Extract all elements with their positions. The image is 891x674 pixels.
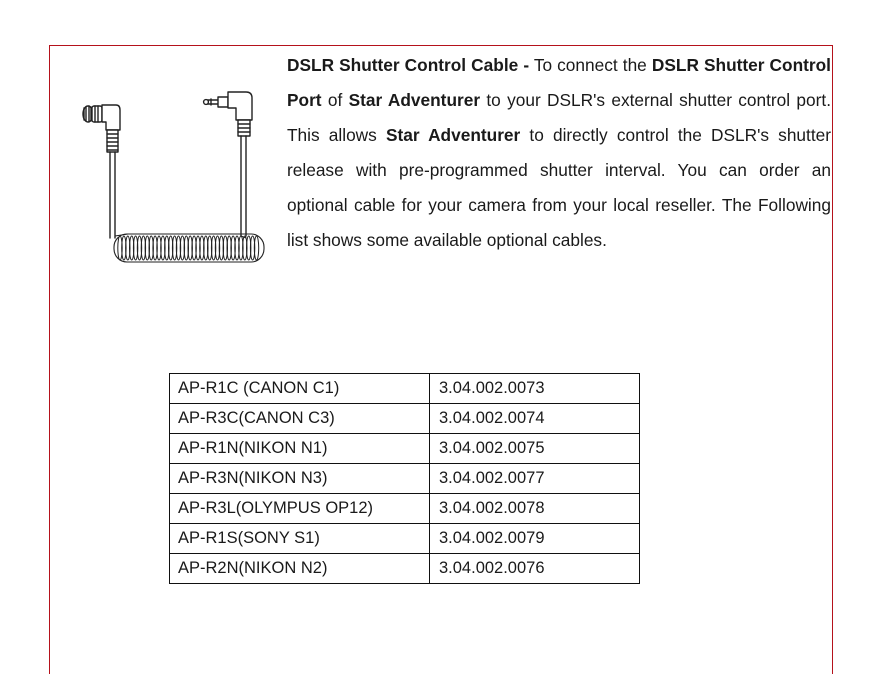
description-bold-product-2: Star Adventurer: [385, 125, 521, 145]
description-text-1: To connect the: [529, 55, 652, 75]
description-text-3: to your DSLR's external shutter control port. This allows: [287, 90, 832, 145]
table-row: [170, 494, 640, 524]
cable-model-cell: AP-R3C(CANON C3): [170, 404, 430, 434]
description-title: DSLR Shutter Control Cable -: [287, 55, 530, 75]
page-frame-top-border: [49, 45, 833, 46]
table-row: [170, 464, 640, 494]
cable-model-cell: AP-R3L(OLYMPUS OP12): [170, 494, 430, 524]
description-bold-port: DSLR Shutter Control Port: [287, 55, 831, 110]
cable-code-cell: 3.04.002.0079: [430, 524, 640, 554]
cable-code-cell: 3.04.002.0077: [430, 464, 640, 494]
cable-model-cell: AP-R3N(NIKON N3): [170, 464, 430, 494]
cable-code-cell: 3.04.002.0074: [430, 404, 640, 434]
cable-model-cell: AP-R1S(SONY S1): [170, 524, 430, 554]
cable-code-cell: 3.04.002.0078: [430, 494, 640, 524]
optional-cables-table: [169, 373, 640, 584]
table-row: [170, 524, 640, 554]
description-bold-product-1: Star Adventurer: [348, 90, 481, 110]
page-frame-left-border: [49, 45, 50, 674]
coiled-shutter-cable-icon: [70, 86, 270, 276]
table-row: [170, 374, 640, 404]
jack-plug-connector-icon: [204, 92, 252, 136]
table-row: [170, 554, 640, 584]
description-text-2: of: [321, 90, 349, 110]
cable-description: [287, 48, 831, 258]
cable-model-cell: AP-R1N(NIKON N1): [170, 434, 430, 464]
description-text-4: to directly control the DSLR's shutter release with pre-programmed shutter interval. You can order an optional cable for your camera from your local reseller. The Following list shows some available optional cables.: [287, 125, 832, 250]
cable-code-cell: 3.04.002.0073: [430, 374, 640, 404]
page-frame-right-border: [832, 45, 833, 674]
cable-code-cell: 3.04.002.0075: [430, 434, 640, 464]
table-row: [170, 404, 640, 434]
cable-code-cell: 3.04.002.0076: [430, 554, 640, 584]
round-plug-connector-icon: [83, 105, 120, 152]
cable-model-cell: AP-R2N(NIKON N2): [170, 554, 430, 584]
cable-model-cell: AP-R1C (CANON C1): [170, 374, 430, 404]
table-row: [170, 434, 640, 464]
